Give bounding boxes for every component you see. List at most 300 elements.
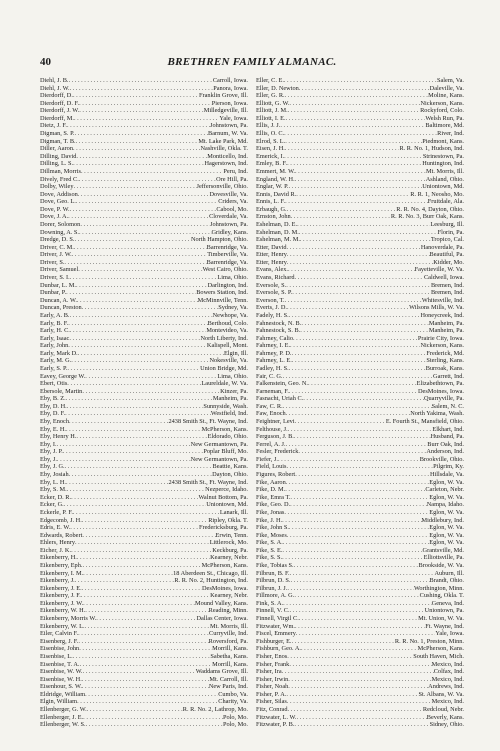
directory-entry [40, 683, 248, 691]
entry-location: Redcloud, Nebr. [422, 705, 464, 713]
entry-name: Dillman, Morris [40, 167, 81, 175]
entry-name: Elgin, William [40, 698, 78, 706]
dot-leader [72, 251, 207, 259]
entry-name: Fahrney, P. D. [256, 349, 292, 357]
entry-name: Fadley, H. S. [256, 364, 289, 372]
directory-entry [256, 342, 464, 350]
dot-leader [284, 77, 437, 85]
directory-entry [256, 395, 464, 403]
directory-entry [40, 388, 248, 396]
entry-name: Fahrney, L. E. [256, 357, 292, 365]
entry-location: Pierson, Iowa. [211, 99, 248, 107]
entry-name: Fike, Moses [256, 531, 287, 539]
directory-entry [40, 570, 248, 578]
directory-entry [256, 312, 464, 320]
dot-leader [288, 683, 428, 691]
entry-name: Faw, Enoch [256, 410, 286, 418]
directory-entry [40, 615, 248, 623]
directory-entry [256, 600, 464, 608]
directory-entry [40, 494, 248, 502]
dot-leader [70, 85, 214, 93]
dot-leader [283, 539, 430, 547]
directory-entry [40, 244, 248, 252]
directory-entry [40, 304, 248, 312]
entry-name: Fadely, H. S. [256, 311, 289, 319]
dot-leader [73, 92, 199, 100]
directory-entry [256, 668, 464, 676]
dot-leader [284, 153, 423, 161]
entry-location: Mt. Lake Park, Md. [198, 137, 248, 145]
dot-leader [287, 244, 421, 252]
entry-name: Fiscel, Emmery [256, 630, 296, 638]
entry-location: Monticello, Ind. [207, 152, 248, 160]
entry-name: Fisher, Enos [256, 652, 288, 660]
directory-entry [40, 456, 248, 464]
entry-location: Morrill, Kans. [212, 660, 248, 668]
entry-name: Eisenberg, J. F. [40, 637, 79, 645]
dot-leader [286, 479, 430, 487]
entry-name: Fisher, Ira [256, 668, 282, 676]
entry-location: Burr Oak, Ind. [427, 440, 464, 448]
entry-location: Nickerson, Kans. [420, 99, 464, 107]
entry-location: Barrenridge, Va. [206, 243, 248, 251]
directory-entry [40, 562, 248, 570]
entry-name: Farneman, F. [256, 387, 289, 395]
entry-location: Dallas Center, Iowa. [196, 615, 248, 623]
directory-entry [40, 229, 248, 237]
entry-location: Newhope, Va. [212, 311, 248, 319]
dot-leader [83, 570, 173, 578]
dot-leader [79, 645, 212, 653]
directory-entry [40, 312, 248, 320]
entry-location: Mound Valley, Kans. [195, 599, 248, 607]
entry-name: Driver, S. [40, 258, 65, 266]
entry-name: Eisenbise, L. [40, 652, 73, 660]
dot-leader [82, 388, 220, 396]
entry-location: R. R. 1, Neosho, Mo. [410, 190, 464, 198]
entry-location: Auburn, Ill. [434, 569, 464, 577]
directory-entry [256, 547, 464, 555]
directory-entry [256, 198, 464, 206]
entry-name: Ecker, D. R. [40, 493, 72, 501]
entry-location: Peru, Ind. [223, 167, 248, 175]
directory-entry [256, 145, 464, 153]
entry-name: Dierdorff, D. [40, 92, 73, 100]
dot-leader [66, 426, 202, 434]
entry-location: Reading, Minn. [208, 607, 248, 615]
dot-leader [78, 630, 209, 638]
dot-leader [301, 320, 429, 328]
directory-entry [40, 176, 248, 184]
directory-entry [256, 259, 464, 267]
directory-entry [40, 373, 248, 381]
directory-entry [40, 77, 248, 85]
directory-entry [256, 479, 464, 487]
directory-entry [40, 206, 248, 214]
dot-leader [308, 380, 417, 388]
entry-location: Kidder, Mo. [433, 258, 464, 266]
entry-name: Eby, L. H. [40, 478, 66, 486]
entry-location: Morrill, Kans. [212, 645, 248, 653]
entry-name: Fike, Emra T. [256, 493, 291, 501]
directory-entry [256, 327, 464, 335]
directory-entry [256, 350, 464, 358]
directory-entry [256, 213, 464, 221]
entry-name: Everson, T. [256, 296, 285, 304]
dot-leader [82, 517, 208, 525]
entry-name: Fitzwater, Wm. [256, 622, 295, 630]
entry-name: Eby, D. F. [40, 410, 66, 418]
directory-column-left [40, 77, 248, 729]
entry-location: Kearney, Nebr. [210, 592, 248, 600]
entry-location: Leesburg, Ill. [430, 220, 464, 228]
directory-entry [40, 706, 248, 714]
entry-name: Evans, Alex. [256, 266, 289, 274]
dot-leader [70, 524, 199, 532]
entry-name: Duncan, Preston [40, 304, 82, 312]
directory-entry [256, 448, 464, 456]
dot-leader [301, 645, 418, 653]
directory-entry [256, 683, 464, 691]
entry-location: Piedmont, Kans. [422, 137, 464, 145]
entry-name: Early, A. B. [40, 311, 70, 319]
directory-entry [256, 221, 464, 229]
dot-leader [286, 691, 418, 699]
directory-entry [40, 221, 248, 229]
directory-entry [40, 266, 248, 274]
dot-leader [295, 418, 386, 426]
entry-location: R. R. No. 2, Huntington, Ind. [174, 577, 248, 585]
directory-entry [40, 600, 248, 608]
directory-entry [256, 373, 464, 381]
dot-leader [85, 373, 217, 381]
entry-name: Eby, Henry H. [40, 433, 77, 441]
directory-entry [40, 486, 248, 494]
entry-location: Geneva, Ind. [431, 599, 464, 607]
directory-entry [40, 335, 248, 343]
dot-leader [74, 236, 191, 244]
dot-leader [286, 410, 411, 418]
entry-name: Dietz, J. F. [40, 122, 67, 130]
dot-leader [291, 213, 391, 221]
entry-name: Fisher, Irwin [256, 675, 289, 683]
dot-leader [285, 486, 425, 494]
entry-name: Fike, John S. [256, 524, 289, 532]
entry-name: Downing, A. S. [40, 228, 80, 236]
entry-name: Early, M. G. [40, 357, 72, 365]
directory-column-right [256, 77, 464, 729]
entry-location: Union Bridge, Md. [200, 364, 248, 372]
entry-name: Filbrun, B. F. [256, 569, 290, 577]
entry-location: Johnstown, Pa. [210, 122, 248, 130]
dot-leader [285, 138, 422, 146]
entry-name: Dierdorff, M. [40, 114, 74, 122]
dot-leader [282, 554, 424, 562]
entry-name: Dunbar, L. M. [40, 281, 76, 289]
entry-location: Polo, Mo. [222, 721, 248, 729]
directory-entry [40, 198, 248, 206]
directory-entry [256, 645, 464, 653]
dot-leader [283, 403, 432, 411]
directory-entry [40, 259, 248, 267]
entry-location: North Liberty, Ind. [200, 334, 248, 342]
dot-leader [289, 100, 420, 108]
entry-location: Frederick, Md. [426, 349, 464, 357]
entry-name: Early, S. P. [40, 364, 68, 372]
directory-entry [40, 463, 248, 471]
entry-name: Fesler, Frederick [256, 448, 299, 456]
dot-leader [82, 304, 219, 312]
directory-entry [256, 524, 464, 532]
entry-name: Eby, J. G. [40, 463, 65, 471]
dot-leader [290, 577, 429, 585]
entry-location: Nokesville, Va. [209, 357, 248, 365]
dot-leader [81, 592, 210, 600]
entry-location: Manheim, Pa. [428, 319, 464, 327]
entry-name: Ferrel, A. J. [256, 440, 286, 448]
entry-name: Eikenberry, J. F. [40, 592, 81, 600]
directory-entry [40, 653, 248, 661]
entry-name: Etter, Henry [256, 258, 287, 266]
entry-location: Eglon, W. Va. [429, 493, 464, 501]
entry-name: Diller, Aaron [40, 145, 73, 153]
entry-name: Fahrney, I. E. [256, 342, 291, 350]
entry-location: Bremen, Ind. [430, 281, 464, 289]
directory-entry [256, 297, 464, 305]
entry-name: Ebersole, Martin [40, 387, 83, 395]
entry-location: R. R. No. 3, Burr Oak, Kans. [390, 213, 464, 221]
entry-name: Filbrun, D. S. [256, 577, 291, 585]
dot-leader [287, 532, 430, 540]
dot-leader [66, 395, 213, 403]
entry-location: R. R. No. 2, Lathrop, Mo. [182, 705, 248, 713]
directory-entry [256, 138, 464, 146]
entry-name: Dove, J. A. [40, 213, 69, 221]
dot-leader [57, 456, 191, 464]
entry-location: Uniontown, Pa. [424, 607, 464, 615]
dot-leader [70, 312, 213, 320]
dot-leader [70, 206, 217, 214]
directory-entry [256, 365, 464, 373]
entry-name: Eikenberry, W. H. [40, 607, 86, 615]
entry-location: Yale, Iowa. [435, 630, 464, 638]
entry-name: Eikenberry, W. L. [40, 622, 85, 630]
entry-name: Elliott, I. E. [256, 114, 286, 122]
entry-name: Fike, Geo. D. [256, 501, 291, 509]
directory-entry [256, 471, 464, 479]
dot-leader [83, 668, 196, 676]
dot-leader [300, 236, 431, 244]
entry-name: Fike, S. S. [256, 554, 283, 562]
directory-entry [256, 486, 464, 494]
directory-entry [256, 115, 464, 123]
dot-leader [294, 433, 431, 441]
directory-entry [40, 160, 248, 168]
directory-entry [256, 380, 464, 388]
entry-location: Whitesville, Ind. [421, 296, 464, 304]
entry-location: Quarryville, Pa. [423, 395, 464, 403]
entry-location: Beattie, Kans. [212, 463, 248, 471]
directory-entry [40, 153, 248, 161]
entry-name: Ellis, O. C. [256, 130, 285, 138]
entry-location: Prairie City, Iowa. [417, 334, 464, 342]
entry-name: Dierdorff, J. W. [40, 107, 80, 115]
entry-name: Early, John [40, 342, 69, 350]
dot-leader [76, 138, 199, 146]
dot-leader [96, 615, 196, 623]
directory-entry [256, 433, 464, 441]
directory-entry [40, 282, 248, 290]
entry-location: Eglon, W. Va. [429, 508, 464, 516]
entry-location: Fayetteville, W. Va. [414, 266, 464, 274]
dot-leader [288, 426, 433, 434]
dot-leader [77, 698, 218, 706]
directory-entry [40, 168, 248, 176]
dot-leader [82, 676, 210, 684]
entry-location: Rockyford, Colo. [420, 107, 464, 115]
entry-name: Dilling, David [40, 152, 77, 160]
dot-leader [290, 494, 429, 502]
entry-location: Criders, Va. [218, 198, 248, 206]
dot-leader [288, 107, 420, 115]
directory-entry [256, 441, 464, 449]
entry-location: Middlebury, Ind. [421, 516, 464, 524]
dot-leader [81, 168, 223, 176]
entry-name: Erbaugh, G. [256, 205, 287, 213]
entry-location: Beverly, Kans. [426, 713, 464, 721]
directory-entry [256, 463, 464, 471]
entry-name: Fisher, Noah [256, 683, 289, 691]
entry-location: Poplar Bluff, Mo. [203, 448, 248, 456]
entry-location: Cabool, Mo. [216, 205, 248, 213]
entry-name: Eavey, George W. [40, 372, 86, 380]
dot-leader [295, 471, 430, 479]
dot-leader [289, 524, 429, 532]
directory-entry [40, 441, 248, 449]
entry-name: Fike, D. M. [256, 486, 286, 494]
entry-name: Ernston, John [256, 213, 291, 221]
entry-name: Falkenstein, Geo. N. [256, 380, 308, 388]
directory-entry [256, 714, 464, 722]
entry-name: Fisher, Silas [256, 698, 287, 706]
entry-location: Polo, Mo. [222, 713, 248, 721]
directory-entry [256, 122, 464, 130]
dot-leader [294, 592, 419, 600]
dot-leader [65, 463, 213, 471]
directory-entry [256, 653, 464, 661]
dot-leader [78, 266, 202, 274]
entry-location: Kalispell, Mont. [206, 342, 248, 350]
entry-location: Barnum, W. Va. [208, 130, 248, 138]
dot-leader [283, 373, 434, 381]
dot-leader [77, 554, 210, 562]
directory-entry [40, 554, 248, 562]
entry-name: Eikenberry, J. E. [40, 584, 82, 592]
entry-location: Eglon, W. Va. [429, 531, 464, 539]
entry-location: Cloverdale, Va. [209, 213, 248, 221]
entry-location: Beautiful, Pa. [429, 251, 464, 259]
entry-location: Garrett, Ind. [433, 372, 464, 380]
entry-name: Field, Louis [256, 463, 287, 471]
dot-leader [69, 471, 213, 479]
directory-entry [40, 191, 248, 199]
directory-entry [256, 721, 464, 729]
directory-entry [40, 183, 248, 191]
directory-entry [40, 138, 248, 146]
dot-leader [74, 115, 219, 123]
entry-location: Mexico, Ind. [431, 698, 464, 706]
directory-entry [256, 592, 464, 600]
entry-location: R. R. No. 1, Preston, Minn. [394, 637, 464, 645]
entry-name: Edgecomb, J. H. [40, 516, 82, 524]
entry-location: Hagerstown, Ind. [204, 160, 248, 168]
entry-name: Eisenbise, W. W. [40, 668, 83, 676]
entry-name: Fitzwater, P. B. [256, 721, 295, 729]
entry-location: Kearney, Nebr. [210, 554, 248, 562]
dot-leader [282, 668, 434, 676]
dot-leader [295, 168, 426, 176]
entry-location: Baltimore, Md. [425, 122, 464, 130]
dot-leader [85, 691, 218, 699]
entry-name: Emley, B. F. [256, 160, 288, 168]
entry-name: Dove, Geo. L. [40, 198, 76, 206]
entry-location: Salem, Va. [437, 77, 464, 84]
entry-location: Sterling, Kans. [426, 357, 464, 365]
entry-name: Eby, J. P. [40, 448, 63, 456]
directory-entry [256, 77, 464, 85]
entry-location: Nickerson, Kans. [420, 342, 464, 350]
dot-leader [285, 297, 422, 305]
directory-entry [256, 85, 464, 93]
directory-entry [256, 418, 464, 426]
directory-entry [40, 380, 248, 388]
entry-location: Colfax, Ind. [433, 668, 464, 676]
entry-name: Faw, C. R. [256, 402, 283, 410]
entry-name: Dunbar, P. [40, 289, 67, 297]
dot-leader [289, 365, 426, 373]
dot-leader [82, 683, 209, 691]
entry-name: Figures, Robert [256, 471, 296, 479]
entry-name: Eldridge, William [40, 690, 86, 698]
dot-leader [287, 698, 432, 706]
dot-leader [69, 418, 169, 426]
dot-leader [83, 714, 223, 722]
entry-location: Mt. Carroll, Ill. [209, 675, 248, 683]
entry-location: Johnstown, Pa. [210, 220, 248, 228]
entry-location: Eglon, W. Va. [429, 539, 464, 547]
entry-name: Dorer, Solomon [40, 220, 81, 228]
directory-entry [40, 721, 248, 729]
entry-name: Digman, T. B. [40, 137, 76, 145]
entry-location: Fredericksburg, Pa. [198, 524, 248, 532]
directory-entry [256, 585, 464, 593]
dot-leader [69, 335, 200, 343]
directory-entry [40, 251, 248, 259]
directory-entry [256, 494, 464, 502]
entry-name: Eshelman, D. M. [256, 228, 299, 236]
dot-leader [76, 198, 218, 206]
directory-entry [256, 160, 464, 168]
dot-leader [299, 85, 430, 93]
dot-leader [76, 153, 207, 161]
dot-leader [284, 130, 437, 138]
entry-location: Sidney, Ohio. [429, 721, 464, 729]
dot-leader [67, 403, 204, 411]
directory-entry [40, 297, 248, 305]
entry-name: Everts, J. D. [256, 304, 287, 312]
entry-name: Early, Isaac [40, 334, 70, 342]
entry-name: Fahrney, Calio [256, 334, 294, 342]
